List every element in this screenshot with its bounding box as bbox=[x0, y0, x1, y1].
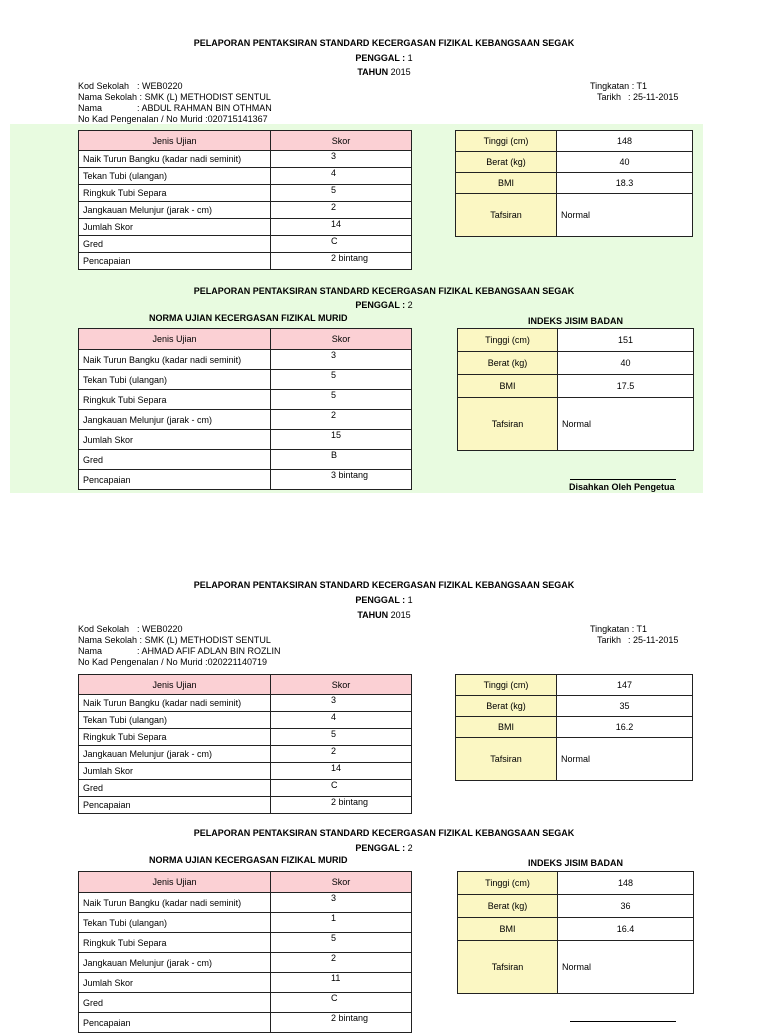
test-table-p2: Jenis Ujian Skor Naik Turun Bangku (kadar nadi seminit) 3 Tekan Tubi (ulangan) 5 Ringkuk Tubi Separa 5 Jangkauan Melunjur (jarak - cm) 2 Jumlah Skor 15 Gred B Pencapaian 3 bintang bbox=[78, 328, 412, 490]
test-table-p1: Jenis Ujian Skor Naik Turun Bangku (kadar nadi seminit) 3 Tekan Tubi (ulangan) 4 Ringkuk Tubi Separa 5 Jangkauan Melunjur (jarak - cm) 2 Jumlah Skor 14 Gred C Pencapaian 2 bintang bbox=[78, 674, 412, 814]
nama-value: ABDUL RAHMAN BIN OTHMAN bbox=[141, 103, 272, 113]
student-info: Kod Sekolah : WEB0220 Nama Sekolah : SMK (L) METHODIST SENTUL Nama : ABDUL RAHMAN BIN OTHMAN No Kad Pengenalan / No Murid :020715141367 bbox=[78, 81, 272, 124]
penggal-line-p2: PENGGAL : 2 bbox=[355, 843, 413, 853]
kod-sekolah-value: WEB0220 bbox=[142, 81, 183, 91]
test-table-p2: Jenis Ujian Skor Naik Turun Bangku (kadar nadi seminit) 3 Tekan Tubi (ulangan) 1 Ringkuk Tubi Separa 5 Jangkauan Melunjur (jarak - cm) 2 Jumlah Skor 11 Gred C Pencapaian 2 bintang bbox=[78, 871, 412, 1033]
body-table-p1: Tinggi (cm) 148 Berat (kg) 40 BMI 18.3 Tafsiran Normal bbox=[455, 130, 693, 237]
tahun-line: TAHUN 2015 bbox=[357, 610, 411, 620]
tingkatan-info: Tingkatan : T1 Tarikh : 25-11-2015 bbox=[590, 81, 679, 102]
tingkatan-value: T1 bbox=[636, 81, 648, 91]
report-title-p2: PELAPORAN PENTAKSIRAN STANDARD KECERGASAN FIZIKAL KEBANGSAAN SEGAK bbox=[193, 286, 575, 296]
body-table-p1: Tinggi (cm) 147 Berat (kg) 35 BMI 16.2 Tafsiran Normal bbox=[455, 674, 693, 781]
nama-sekolah-value: SMK (L) METHODIST SENTUL bbox=[144, 92, 271, 102]
tingkatan-value: T1 bbox=[636, 624, 648, 634]
bmi-heading: INDEKS JISIM BADAN bbox=[528, 858, 624, 868]
tahun-line: TAHUN 2015 bbox=[357, 67, 411, 77]
signature-line bbox=[570, 479, 676, 480]
penggal-line: PENGGAL : 1 bbox=[355, 595, 413, 605]
tarikh-value: 25-11-2015 bbox=[633, 635, 679, 645]
report-title-p2: PELAPORAN PENTAKSIRAN STANDARD KECERGASAN FIZIKAL KEBANGSAAN SEGAK bbox=[193, 828, 575, 838]
body-table-p2: Tinggi (cm) 151 Berat (kg) 40 BMI 17.5 Tafsiran Normal bbox=[457, 328, 694, 451]
test-table-p1: Jenis Ujian Skor Naik Turun Bangku (kadar nadi seminit) 3 Tekan Tubi (ulangan) 4 Ringkuk Tubi Separa 5 Jangkauan Melunjur (jarak - cm) 2 Jumlah Skor 14 Gred C Pencapaian 2 bintang bbox=[78, 130, 412, 270]
no-kad-value: 020715141367 bbox=[207, 114, 268, 124]
signature-line bbox=[570, 1021, 676, 1022]
norm-heading: NORMA UJIAN KECERGASAN FIZIKAL MURID bbox=[149, 855, 348, 865]
kod-sekolah-value: WEB0220 bbox=[142, 624, 183, 634]
norm-heading: NORMA UJIAN KECERGASAN FIZIKAL MURID bbox=[149, 313, 348, 323]
tingkatan-info: Tingkatan : T1 Tarikh : 25-11-2015 bbox=[590, 624, 679, 645]
penggal-line-p2: PENGGAL : 2 bbox=[355, 300, 413, 310]
no-kad-value: 020221140719 bbox=[207, 657, 267, 667]
bmi-heading: INDEKS JISIM BADAN bbox=[528, 316, 624, 326]
tarikh-value: 25-11-2015 bbox=[633, 92, 679, 102]
nama-sekolah-value: SMK (L) METHODIST SENTUL bbox=[144, 635, 271, 645]
body-table-p2: Tinggi (cm) 148 Berat (kg) 36 BMI 16.4 Tafsiran Normal bbox=[457, 871, 694, 994]
report-title: PELAPORAN PENTAKSIRAN STANDARD KECERGASAN FIZIKAL KEBANGSAAN SEGAK bbox=[193, 38, 575, 48]
nama-value: AHMAD AFIF ADLAN BIN ROZLIN bbox=[141, 646, 281, 656]
report-title: PELAPORAN PENTAKSIRAN STANDARD KECERGASAN FIZIKAL KEBANGSAAN SEGAK bbox=[193, 580, 575, 590]
penggal-line: PENGGAL : 1 bbox=[355, 53, 413, 63]
signature-label: Disahkan Oleh Pengetua bbox=[569, 482, 675, 492]
student-info: Kod Sekolah : WEB0220 Nama Sekolah : SMK (L) METHODIST SENTUL Nama : AHMAD AFIF ADLAN BIN ROZLIN No Kad Pengenalan / No Murid :020221140719 bbox=[78, 624, 281, 667]
